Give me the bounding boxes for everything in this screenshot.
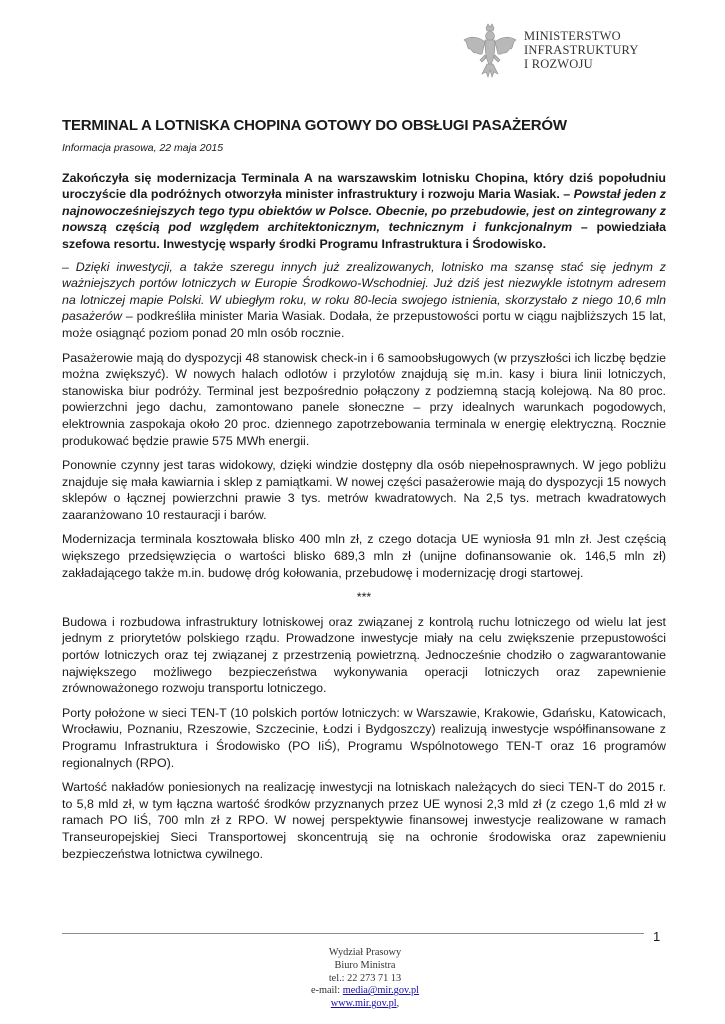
footer-office: Biuro Ministra bbox=[334, 959, 396, 971]
footer-email-label: e-mail: bbox=[310, 985, 343, 997]
quote-paragraph bbox=[62, 259, 666, 342]
footer-contact bbox=[250, 947, 480, 1011]
email-link[interactable]: media@mir.gov.pl bbox=[342, 985, 420, 997]
body-paragraph: Pasażerowie mają do dyspozycji 48 stanowisk check-in i 6 samoobsługowych (w przyszłości ich liczbę będzie można zwiększyć). W nowych halach odlotów i przylotów znajdują się m.in. kasy i biura linii lotniczych, stanowiska biur podróży. Terminal jest bezpośrednio połączony z podziemną stacją kolejową. Na 80 proc. powierzchni jego dachu, zamontowano panele słoneczne – przy idealnych warunkach pogodowych, elektrownia zaspokaja około 20 proc. dziennego zapotrzebowania terminala w energię elektryczną. Rocznie produkować będzie prawie 575 MWh energii. bbox=[62, 350, 666, 448]
document-title: TERMINAL A LOTNISKA CHOPINA GOTOWY DO OBSŁUGI PASAŻERÓW bbox=[62, 117, 567, 134]
ministry-name bbox=[524, 29, 639, 71]
ministry-name-line: I ROZWOJU bbox=[524, 57, 593, 71]
polish-eagle-emblem-icon bbox=[460, 22, 520, 82]
quote-attribution: – podkreśliła minister Maria Wasiak. Dodała, że przepustowości portu w ciągu najbliższych 15 lat, może osiągnąć poziom ponad 20 mln osób rocznie. bbox=[62, 309, 666, 340]
page-number: 1 bbox=[653, 929, 661, 944]
lead-text: Zakończyła się modernizacja Terminala A na warszawskim lotnisku Chopina, który dziś popołudniu uroczyście dla podróżnych otworzyła minister infrastruktury i rozwoju Maria Wasiak. – bbox=[62, 170, 666, 202]
body-paragraph: Porty położone w sieci TEN-T (10 polskich portów lotniczych: w Warszawie, Krakowie, Gdańsku, Katowicach, Wrocławiu, Poznaniu, Rzeszowie, Szczecinie, Łodzi i Bydgoszczy) realizują inwestycje współfinansowane z Programu Infrastruktura i Środowisko (PO IiŚ), Programu Wspólnotowego TEN-T oraz 16 programów regionalnych (RPO). bbox=[62, 705, 666, 770]
section-separator: *** bbox=[356, 590, 372, 605]
document-subtitle: Informacja prasowa, 22 maja 2015 bbox=[62, 142, 224, 154]
body-paragraph: Wartość nakładów poniesionych na realizację inwestycji na lotniskach należących do sieci TEN-T do 2015 r. to 5,8 mld zł, w tym łączna wartość środków przyznanych przez UE wynosi 2,3 mld zł (z czego 1,6 mld zł w ramach PO IiŚ, 700 mln zł z RPO. W nowej perspektywie finansowej inwestycje realizowane w ramach Transeuropejskiej Sieci Transportowej skoncentrują się na ochronie środowiska oraz zapewnieniu bezpieczeństwa lotnictwa cywilnego. bbox=[62, 780, 666, 861]
ministry-name-line: MINISTERSTWO bbox=[524, 29, 621, 43]
body-paragraph: Modernizacja terminala kosztowała blisko 400 mln zł, z czego dotacja UE wyniosła 91 mln zł. Jest częścią większego przedsięwzięcia o wartości blisko 689,3 mln zł (unijne dofinansowanie ok. 146,5 mln zł) zakładającego także m.in. budowę dróg kołowania, przebudowę i modernizację drogi startowej. bbox=[62, 532, 666, 580]
footer-website-suffix: , bbox=[396, 998, 400, 1010]
footer-email-line bbox=[250, 985, 480, 998]
quote-text: Dzięki inwestycji, a także szeregu innych już zrealizowanych, lotnisko ma szansę stać się jednym z ważniejszych portów lotniczych w Europie Środkowo-Wschodniej. Już dziś jest niezwykle istotnym adresem na lotniczej mapie Polski. W ubiegłym roku, w roku 80-lecia swojego istnienia, skorzystało z niego 10,6 mln pasażerów bbox=[62, 259, 666, 324]
quote-dash: – bbox=[62, 259, 76, 274]
footer-website-line bbox=[250, 998, 480, 1011]
footer-phone: tel.: 22 273 71 13 bbox=[328, 972, 402, 984]
ministry-name-line: INFRASTRUKTURY bbox=[524, 43, 639, 57]
website-link[interactable]: www.mir.gov.pl bbox=[330, 998, 397, 1010]
press-release-document bbox=[62, 116, 666, 870]
lead-paragraph bbox=[62, 170, 666, 253]
footer-department: Wydział Prasowy bbox=[328, 947, 402, 958]
body-paragraph: Budowa i rozbudowa infrastruktury lotniskowej oraz związanej z kontrolą ruchu lotniczego od wielu lat jest jednym z priorytetów polskiego rządu. Prowadzone inwestycje miały na celu zwiększenie przepustowości portów lotniczych oraz tej związanej z przestrzenią powietrzną. Jednocześnie chodziło o zagwarantowanie największego możliwego bezpieczeństwa wykonywania operacji lotniczych oraz zapewnienie zrównoważonego rozwoju transportu lotniczego. bbox=[62, 614, 666, 696]
footer-divider bbox=[62, 933, 644, 934]
lead-text: – powiedziała szefowa resortu. Inwestycję wsparły środki Programu Infrastruktura i Środowisko. bbox=[62, 220, 666, 251]
lead-quote: Powstał jeden z najnowocześniejszych tego typu obiektów w Polsce. Obecnie, po przebudowie, jest on zintegrowany z nowszą częścią pod względem architektonicznym, technicznym i funkcjonalnym bbox=[62, 187, 666, 235]
body-paragraph: Ponownie czynny jest taras widokowy, dzięki windzie dostępny dla osób niepełnosprawnych. W jego pobliżu znajduje się mała kawiarnia i sklep z pamiątkami. W nowej części pasażerowie mają do dyspozycji 15 nowych sklepów o łącznej powierzchni prawie 3 tys. metrów kwadratowych. Na 2,5 tys. metrach kwadratowych zaaranżowano 10 restauracji i barów. bbox=[62, 458, 666, 522]
